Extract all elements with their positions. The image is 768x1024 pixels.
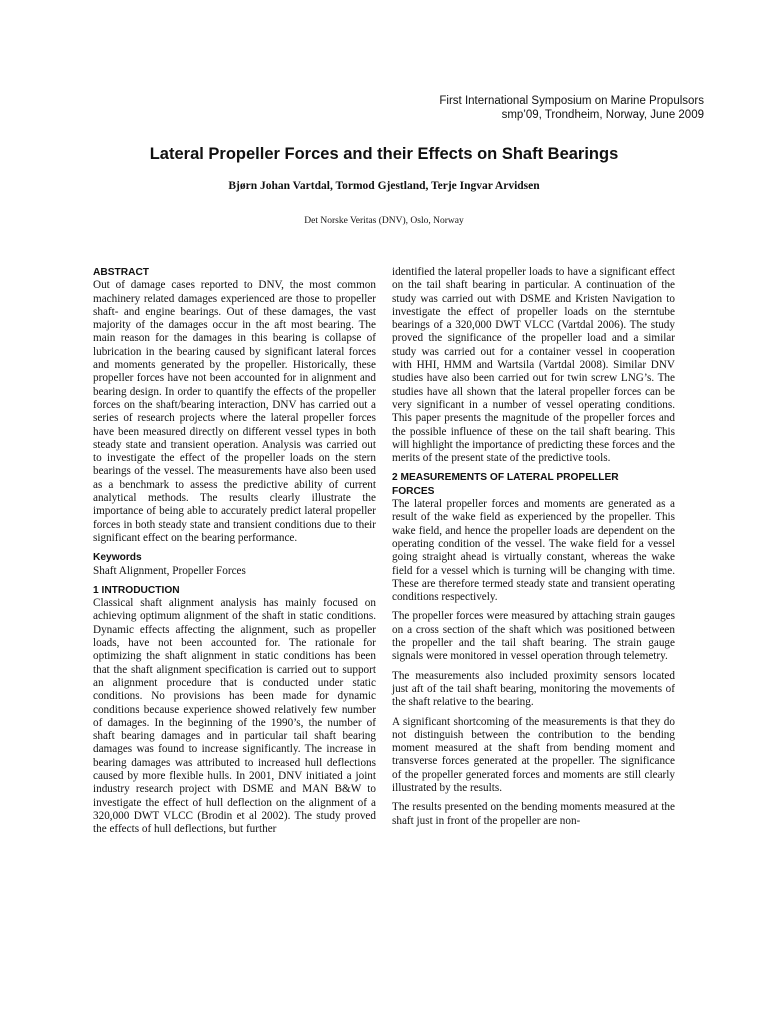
- section-2-paragraph-2: The propeller forces were measured by attaching strain gauges on a cross section of the shaft which was positioned between the propeller and the tail shaft bearing. The strain gauge signals were monitored in vessel operation through telemetry.: [392, 610, 675, 663]
- section-2-paragraph-4: A significant shortcoming of the measurements is that they do not distinguish between the contribution to the bending moment measured at the shaft from bending moment and transverse forces generated at the propeller. The significance of the propeller generated forces and moments are still clearly illustrated by the results.: [392, 715, 675, 794]
- introduction-continued-text: identified the lateral propeller loads to have a significant effect on the tail shaft bearing in particular. A continuation of the study was carried out with DSME and Kristen Navigation to investigate the effect of propeller loads on the sterntube bearings of a 320,000 DWT VLCC (Vartdal 2006). The study proved the significance of the propeller load and a similar study was carried out for a container vessel in cooperation with HHI, HMM and Wartsila (Vartdal 2008). Similar DNV studies have also been carried out for twin screw LNG’s. The studies have all shown that the lateral propeller forces can be very significant in a number of vessel operating conditions. This paper presents the magnitude of the propeller forces and the possible influence of these on the tail shaft bearing. This will highlight the importance of predicting these forces and the merits of the present state of the predictive tools.: [392, 266, 675, 465]
- introduction-text: Classical shaft alignment analysis has mainly focused on achieving optimum alignment of the shaft in static conditions. Dynamic effects affecting the alignment, such as propeller loads, have not been accounted for. The rationale for optimizing the shaft alignment in static conditions has been that the shaft alignment specification is carried out to support an alignment procedure that is conducted under static conditions. No provisions has been made for dynamic conditions because experience showed relatively few number of damages. In the beginning of the 1990’s, the number of shaft bearing damages and in particular tail shaft bearing damages was found to increase significantly. The increase in bearing damages was attributed to increased hull deflections caused by more flexible hulls. In 2001, DNV initiated a joint industry research project with DSME and MAN B&W to investigate the effect of hull deflection on the alignment of a 320,000 DWT VLCC (Brodin et al 2002). The study proved the effects of hull deflections, but further: [93, 597, 376, 836]
- author-affiliation: Det Norske Veritas (DNV), Oslo, Norway: [304, 216, 464, 226]
- right-column: [392, 266, 675, 834]
- section-2-heading: [392, 471, 675, 498]
- left-column: [93, 266, 376, 842]
- conference-header: [439, 94, 704, 122]
- abstract-heading: ABSTRACT: [93, 267, 150, 278]
- paper-title: Lateral Propeller Forces and their Effects on Shaft Bearings: [149, 145, 619, 163]
- section-2-paragraph-5: The results presented on the bending moments measured at the shaft just in front of the propeller are non-: [392, 801, 675, 827]
- abstract-text: Out of damage cases reported to DNV, the most common machinery related damages experienced are those to propeller shaft- and engine bearings. Out of these damages, the vast majority of the damages occur in the aft most bearing. The main reason for the damages in this bearing is collapse of lubrication in the bearing caused by significant lateral forces and moments generated by the propeller. Historically, these propeller forces have not been accounted for in alignment and bearing design. In order to quantify the effects of the propeller forces on the shaft/bearing interaction, DNV has carried out a series of research projects where the lateral propeller forces have been measured directly on different vessel types in both steady state and transient operation. Analysis was carried out to investigate the effect of the propeller loads on the stern bearings of the vessel. The measurements have also been used as a benchmark to assess the predictive ability of current analytical methods. The results clearly illustrate the importance of being able to accurately predict lateral propeller forces in both steady state and transient conditions due to their significant effect on the bearing performance.: [93, 279, 376, 544]
- section-2-heading-line-2: FORCES: [392, 485, 435, 497]
- keywords-text: Shaft Alignment, Propeller Forces: [93, 564, 246, 577]
- paper-authors: Bjørn Johan Vartdal, Tormod Gjestland, Terje Ingvar Arvidsen: [228, 180, 540, 192]
- conference-name: First International Symposium on Marine Propulsors: [439, 95, 704, 107]
- section-2-paragraph-3: The measurements also included proximity sensors located just aft of the tail shaft bearing, monitoring the movements of the shaft relative to the bearing.: [392, 669, 675, 709]
- section-2-paragraph-1: The lateral propeller forces and moments are generated as a result of the wake field as experienced by the propeller. This wake field, and hence the propeller loads are dependent on the operating condition of the vessel. The wake field for a vessel going straight ahead is virtually constant, whereas the wake field for a vessel which is turning will be changing with time. These are therefore termed steady state and transient operating conditions respectively.: [392, 498, 675, 604]
- keywords-heading: Keywords: [93, 552, 142, 564]
- conference-location-date: smp’09, Trondheim, Norway, June 2009: [501, 109, 704, 121]
- section-2-heading-line-1: 2 MEASUREMENTS OF LATERAL PROPELLER: [392, 472, 619, 484]
- introduction-heading: 1 INTRODUCTION: [93, 584, 180, 596]
